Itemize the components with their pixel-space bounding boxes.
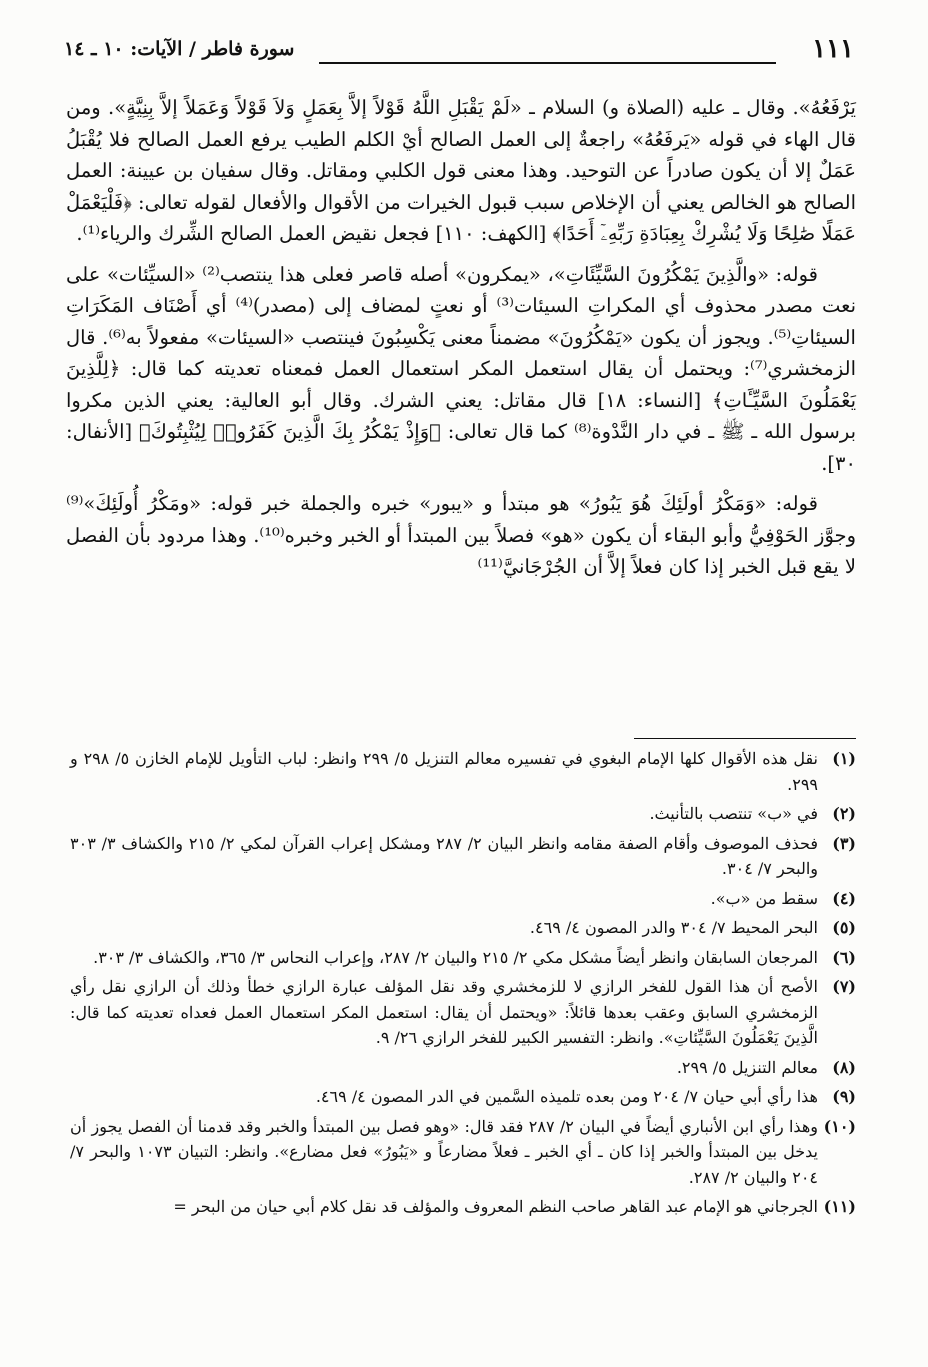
footnote-text: في «ب» تنتصب بالتأنيث. [649,804,818,823]
footnote-number: (٤) [832,888,856,908]
footnote-text: الأصح أن هذا القول للفخر الرازي لا للزمخشري وقد نقل المؤلف عبارة الرازي خطأ وذلك أن الرازي نقل رأي الزمخشري السابق وعقب بعدها قائلاً: «ويحتمل أن يقال: استعمل المكر استعمال العمل فعداه تعديته كما قال: الَّذِينَ يَعْمَلُونَ السَّيِّئاتِ». وانظر: التفسير الكبير للفخر الرازي ٢٦/ ٩. [70,977,818,1047]
body-paragraph: يَرْفَعُهُ». وقال ـ عليه (الصلاة و) السلام ـ «لَمْ يَقْبَلِ اللَّهُ قَوْلاً إلاَّ بِعَمَلٍ وَلاَ قَوْلاً وَعَمَلاً إلاَّ بِنِيَّةٍ». ومن قال الهاء في قوله «يَرفَعُهُ» راجعةٌ إلى العمل الصالح أيْ الكلم الطيب يرفع العمل الصالح فلا يُقْبَلُ عَمَلٌ إلا أن يكون صادراً عن التوحيد. وهذا معنى قول الكلبي ومقاتل. وقال سفيان بن عيينة: العمل الصالح هو الخالص يعني أن الإخلاص سبب قبول الخيرات من الأقوال والأفعال لقوله تعالى: ﴿فَلْيَعْمَلْ عَمَلًا صَٰلِحًا وَلَا يُشْرِكْ بِعِبَادَةِ رَبِّهِۦٓ أَحَدًا﴾ [الكهف: ١١٠] فجعل نقيض العمل الصالح الشِّرك والرياء⁽¹⁾. [66,96,856,245]
page-number: ١١١ [812,34,854,64]
footnote-item [70,945,856,971]
body-paragraph: قوله: «والَّذِينَ يَمْكُرُونَ السَّيِّئَاتِ»، «يمكرون» أصله قاصر فعلى هذا ينتصب⁽²⁾ «السيِّئات» على نعت مصدر محذوف أي المكراتِ السيئات⁽³⁾ أو نعتٍ لمضاف إلى (مصدر)⁽⁴⁾ أي أَصْنَاف المَكَرَاتِ السيئاتِ⁽⁵⁾. ويجوز أن يكون «يَمْكُرُونَ» مضمناً معنى يَكْسِبُونَ فينتصب «السيئات» مفعولاً به⁽⁶⁾. قال الزمخشري⁽⁷⁾: ويحتمل أن يقال استعمل المكر استعمال العمل فمعناه تعديته كما قال: ﴿لِلَّذِينَ يَعْمَلُونَ السَّيِّـَٔاتِ﴾ [النساء: ١٨] قال مقاتل: يعني الشرك. وقال أبو العالية: يعني الذين مكروا برسول الله ـ ﷺ ـ في دار النَّدْوة⁽⁸⁾ كما قال تعالى: ﴿وَإِذْ يَمْكُرُ بِكَ الَّذِينَ كَفَرُوا۟ لِيُثْبِتُوكَ﴾ [الأنفال: ٣٠]. [66,262,857,475]
footnote-item [70,915,856,941]
header-rule [319,62,776,64]
footnote-number: (٨) [832,1057,856,1077]
main-text-body [66,92,856,592]
footnote-number: (١) [832,749,856,768]
footnote-text: هذا رأي أبي حيان ٧/ ٢٠٤ ومن بعده تلميذه السَّمين في الدر المصون ٤/ ٤٦٩. [315,1087,818,1106]
footnote-item [70,1114,856,1191]
footnote-text: سقط من «ب». [710,888,818,908]
footnote-number: (٣) [832,833,856,853]
body-paragraph: قوله: «وَمَكْرُ أولَئِكَ هُوَ يَبُورُ» هو مبتدأ و «يبور» خبره والجملة خبر قوله: «ومَكْرُ أُولَئِكَ»⁽⁹⁾ وجوَّز الحَوْفِيُّ وأبو البقاء أن يكون «هو» فصلاً بين المبتدأ أو الخبر وخبره⁽¹⁰⁾. وهذا مردود بأن الفصل لا يقع قبل الخبر إذا كان فعلاً إلاَّ أن الجُرْجَانيَّ⁽¹¹⁾ [66,492,856,578]
footnote-item [70,801,856,827]
footnote-text: المرجعان السابقان وانظر أيضاً مشكل مكي ٢/ ٢١٥ والبيان ٢/ ٢٨٧، وإعراب النحاس ٣/ ٣٦٥، والكشاف ٣/ ٣٠٣. [93,947,818,967]
footnote-item [70,974,856,1051]
footnote-item [70,746,856,797]
footnote-text: نقل هذه الأقوال كلها الإمام البغوي في تفسيره معالم التنزيل ٥/ ٢٩٩ وانظر: لباب التأويل للإمام الخازن ٥/ ٢٩٨ و ٢٩٩. [70,749,819,794]
footnote-item [70,1084,856,1110]
footnote-number: (١٠) [823,1116,856,1136]
footnote-number: (٧) [832,977,856,996]
footnote-text: فحذف الموصوف وأقام الصفة مقامه وانظر البيان ٢/ ٢٨٧ ومشكل إعراب القرآن لمكي ٢/ ٢١٥ والكشاف ٣/ ٣٠٣ والبحر ٧/ ٣٠٤. [70,833,819,878]
footnote-separator [634,738,856,739]
footnote-text: وهذا رأي ابن الأنباري أيضاً في البيان ٢/ ٢٨٧ فقد قال: «وهو فصل بين المبتدأ والخبر وقد قدمنا أن الفصل يجوز أن يدخل بين المبتدأ والخبر إذا كان ـ أي الخبر ـ فعلاً مضارعاً و «يَبُورُ» فعل مضارع». وانظر: التبيان ١٠٧٣ والبحر ٧/ ٢٠٤ والبيان ٢/ ٢٨٧. [70,1116,819,1187]
footnote-item [70,1194,856,1220]
footnotes [70,746,856,1224]
surah-section-title: سورة فاطر / الآيات: ١٠ ـ ١٤ [64,38,295,60]
footnote-text: البحر المحيط ٧/ ٣٠٤ والدر المصون ٤/ ٤٦٩. [529,918,818,937]
footnote-number: (٢) [832,804,856,823]
running-header [64,34,854,70]
footnote-number: (٥) [832,918,856,937]
footnote-number: (١١) [823,1197,856,1216]
footnote-text: معالم التنزيل ٥/ ٢٩٩. [676,1057,818,1077]
footnote-number: (٦) [832,947,856,967]
footnote-number: (٩) [832,1087,856,1106]
footnote-item [70,1055,856,1081]
footnote-item [70,831,856,882]
footnote-item [70,886,856,912]
footnote-text: الجرجاني هو الإمام عبد القاهر صاحب النظم المعروف والمؤلف قد نقل كلام أبي حيان من البحر = [173,1197,818,1216]
